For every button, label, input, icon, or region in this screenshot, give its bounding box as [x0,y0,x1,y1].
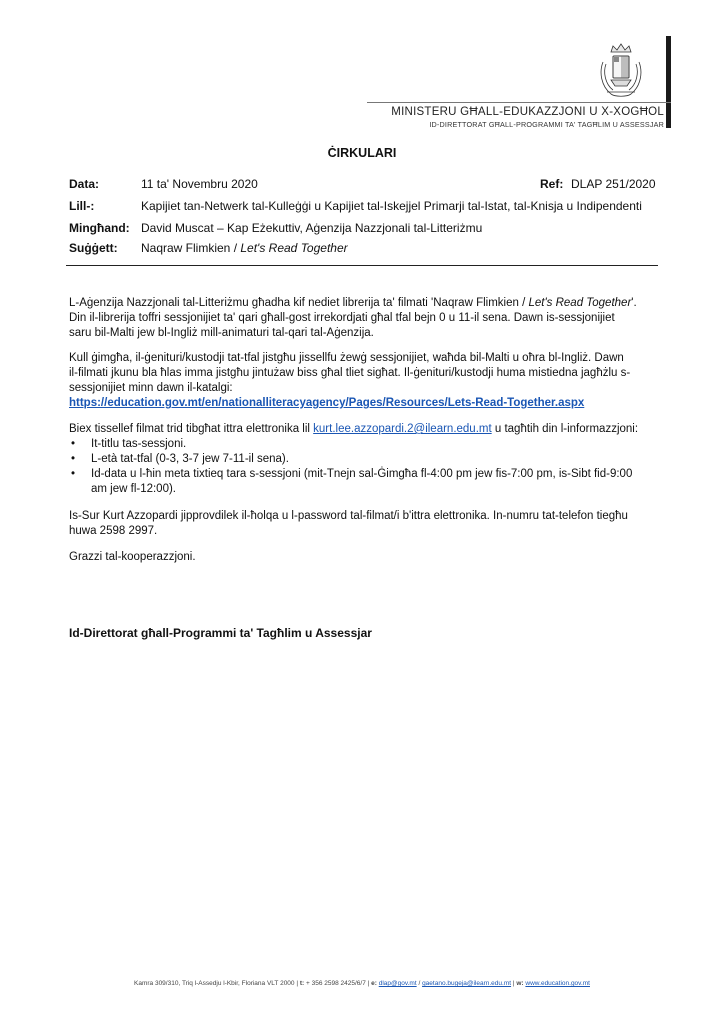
footer-website-link[interactable]: www.education.gov.mt [525,980,590,987]
list-item-line-1: Id-data u l-ħin meta tixtieq tara s-sessjoni (mit-Tnejn sal-Ġimgħa fl-4:00 pm jew fis-7:00 pm, is-Sibt fid-9:00 [91,468,633,480]
from-value: David Muscat – Kap Eżekuttiv, Aġenzija Nazzjonali tal-Litteriżmu [141,221,483,235]
list-item [69,467,661,497]
footer-separator: / [416,980,423,987]
to-label: Lill-: [69,199,95,213]
ministry-name: MINISTERU GĦALL-EDUKAZZJONI U X-XOGĦOL [391,106,664,118]
contact-line-2: huwa 2598 2997. [69,525,158,537]
list-item: • It-titlu tas-sessjoni. [69,437,661,452]
footer-phone-label: t: [299,980,305,987]
date-value: 11 ta' Novembru 2020 [141,177,258,191]
header-accent-bar [666,36,671,128]
intro-line-3: saru bil-Malti jew bl-Ingliż mill-animaturi tal-qari tal-Aġenzija. [69,327,374,339]
paragraph-weekly [69,351,661,411]
signature: Id-Direttorat għall-Programmi ta' Tagħlim u Assessjar [69,626,372,640]
email-link[interactable]: kurt.lee.azzopardi.2@ilearn.edu.mt [313,423,492,435]
footer-phone: + 356 2598 2425/6/7 | [304,980,372,987]
thanks-line: Grazzi tal-kooperazzjoni. [69,551,196,563]
from-label: Mingħand: [69,221,130,235]
ref-value: DLAP 251/2020 [571,177,656,191]
subject-label: Suġġett: [69,241,118,255]
footer-email-link-2[interactable]: gaetano.bugeja@ilearn.edu.mt [422,980,512,987]
subject-value [141,241,348,255]
intro-line-1-italic: Let's Read Together [528,297,632,309]
to-value: Kapijiet tan-Netwerk tal-Kulleġġi u Kapijiet tal-Iskejjel Primarji tal-Istat, tal-Knisja u Indipendenti [141,199,642,213]
weekly-line-2: il-filmati jkunu bla ħlas imma jistgħu jintużaw biss għal tliet sigħat. Il-ġenituri/kustodji huma mistiedna jagħżlu s- [69,367,631,379]
info-list [69,437,661,497]
catalogue-link[interactable]: https://education.gov.mt/en/nationalliteracyagency/Pages/Resources/Lets-Read-Together.aspx [69,397,585,409]
paragraph-request [69,422,661,437]
header-rule [367,102,671,103]
weekly-line-1: Kull ġimgħa, il-ġenituri/kustodji tat-tfal jistgħu jissellfu żewġ sessjonijiet, waħda bil-Malti u oħra bl-Ingliż. Dawn [69,352,624,364]
footer [0,980,724,987]
malta-coat-of-arms-icon [597,42,645,100]
footer-web-label: w: [516,980,524,987]
subject-text: Naqraw Flimkien / [141,241,241,255]
weekly-line-3: sessjonijiet minn dawn il-katalgi: [69,382,233,394]
paragraph-thanks [69,550,661,565]
request-text-post: u tagħtih din l-informazzjoni: [491,423,639,435]
intro-line-2: Din il-librerija toffri sessjonijiet ta' qari għall-gost irrekordjati għal tfal bejn 0 u 11-il sena. Dawn is-sessjonijiet [69,312,615,324]
document-title: ĊIRKULARI [327,146,397,160]
list-item: • L-età tat-tfal (0-3, 3-7 jew 7-11-il sena). [69,452,661,467]
footer-address: Kamra 309/310, Triq l-Assedju l-Kbir, Floriana VLT 2000 | [134,980,300,987]
subject-english-title: Let's Read Together [240,241,348,255]
paragraph-intro [69,296,661,341]
list-item-line-2: am jew fl-12:00). [91,483,177,495]
intro-line-1a: L-Aġenzija Nazzjonali tal-Litteriżmu għadha kif nediet librerija ta' filmati 'Naqraw Flimkien / [69,297,529,309]
paragraph-contact [69,509,661,539]
ref-label: Ref: [540,177,564,191]
directorate-name: ID-DIRETTORAT GĦALL-PROGRAMMI TA' TAGĦLIM U ASSESSJAR [429,120,664,129]
intro-line-1b: '. [631,297,637,309]
contact-line-1: Is-Sur Kurt Azzopardi jipprovdilek il-ħolqa u l-password tal-filmat/i b'ittra elettronika. In-numru tat-telefon tiegħu [69,510,628,522]
footer-email-link-1[interactable]: dlap@gov.mt [378,980,417,987]
footer-email-label: e: [371,980,377,987]
request-text-pre: Biex tissellef filmat trid tibgħat ittra elettronika lil [69,423,314,435]
date-label: Data: [69,177,100,191]
footer-separator: | [511,980,517,987]
header-divider [66,265,658,266]
